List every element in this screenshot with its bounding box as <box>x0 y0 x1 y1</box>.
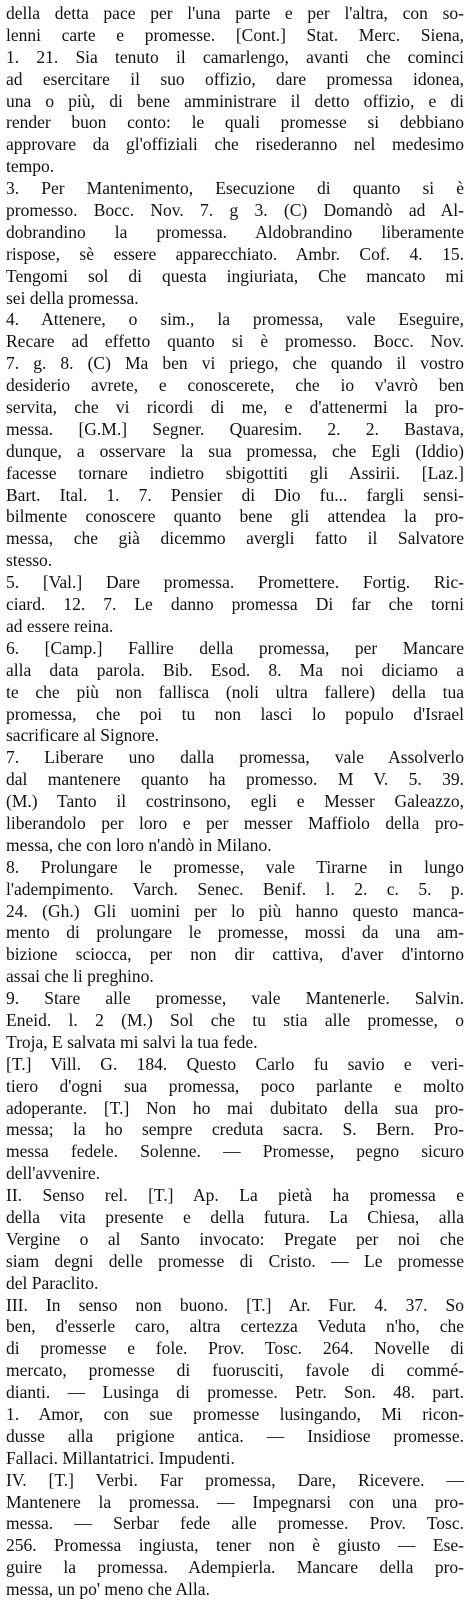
text-line: Troja, E salvata mi salvi la tua fede. <box>6 1031 258 1052</box>
text-line: sacrificare al Signore. <box>6 725 160 746</box>
text-line: messa. — Serbar fede alle promesse. Prov. Tosc. <box>6 1513 464 1534</box>
text-line: ad essere reina. <box>6 615 114 636</box>
text-line: della vita presente e della futura. La Chiesa, alla <box>6 1206 464 1227</box>
text-line: rispose, sè essere apparecchiato. Ambr. Cof. 4. 15. <box>6 243 464 264</box>
text-line: tiero d'ogni sua promessa, poco parlante e molto <box>6 1075 464 1096</box>
text-line: stesso. <box>6 550 53 571</box>
text-line: 1. 21. Sia tenuto il camarlengo, avanti che cominci <box>6 46 464 67</box>
text-line: adoperante. [T.] Non ho mai dubitato della sua pro- <box>6 1097 464 1118</box>
text-line: 256. Promessa ingiusta, tener non è giusto — Ese- <box>6 1535 464 1556</box>
entry-text <box>6 3 464 1601</box>
text-line: assai che li preghino. <box>6 966 154 987</box>
text-line: dianti. — Lusinga di promesse. Petr. Son. 48. part. <box>6 1382 464 1403</box>
text-line: mercato, promesse di fuorusciti, favole di commé- <box>6 1360 464 1381</box>
text-line: sei della promessa. <box>6 287 139 308</box>
text-line: siam degni delle promesse di Cristo. — Le promesse <box>6 1250 464 1271</box>
text-line: dal mantenere quanto ha promesso. M V. 5. 39. <box>6 769 464 790</box>
text-line: Fallaci. Millantatrici. Impudenti. <box>6 1447 235 1468</box>
text-line: 6. [Camp.] Fallire della promessa, per Mancare <box>6 637 464 658</box>
text-line: 7. g. 8. (C) Ma ben vi priego, che quando il vostro <box>6 353 464 374</box>
text-line: ben, d'esserle caro, altra certezza Veduta n'ho, che <box>6 1316 464 1337</box>
text-line: messa fedele. Solenne. — Promesse, pegno sicuro <box>6 1141 464 1162</box>
text-line: liberandolo per loro e per messer Maffiolo della pro- <box>6 812 464 833</box>
text-line: 4. Attenere, o sim., la promessa, vale Eseguire, <box>6 309 464 330</box>
text-line: 1. Amor, con sue promesse lusingando, Mi ricon- <box>6 1404 464 1424</box>
text-line: messa, che con loro n'andò in Milano. <box>6 834 272 855</box>
text-line: messa; la ho sempre creduta sacra. S. Bern. Pro- <box>6 1119 464 1140</box>
text-line: Vergine o al Santo invocato: Pregate per noi che <box>6 1228 464 1249</box>
text-line: approvare da gl'offiziali che risederanno nel medesimo <box>6 134 464 155</box>
text-line: bilmente conoscere quanto bene gli attendea la pro- <box>6 506 464 527</box>
text-line: desiderio avrete, e conoscerete, che io v'avrò ben <box>6 375 464 396</box>
text-line: della detta pace per l'una parte e per l'altra, con so- <box>6 3 464 23</box>
text-line: ad esercitare il suo offizio, dare promessa idonea, <box>6 68 464 89</box>
text-line: dell'avvenire. <box>6 1163 101 1184</box>
text-line: Bart. Ital. 1. 7. Pensier di Dio fu... fargli sensi- <box>6 484 464 505</box>
text-line: mento di prolungare le promesse, mossi da una am- <box>6 922 464 943</box>
text-line: Mantenere la promessa. — Impegnarsi con una pro- <box>6 1491 464 1512</box>
text-line: Tengomi sol di questa ingiuriata, Che mancato mi <box>6 265 464 286</box>
text-line: Eneid. l. 2 (M.) Sol che tu stia alle promesse, o <box>6 1009 464 1030</box>
text-line: ciard. 12. 7. Le danno promessa Di far che torni <box>6 594 464 615</box>
text-line: dusse alla prigione antica. — Insidiose promesse. <box>6 1425 464 1446</box>
text-line: di promesse e fole. Prov. Tosc. 264. Novelle di <box>6 1338 464 1359</box>
text-line: facesse tornare indietro sbigottiti gli Assirii. [Laz.] <box>6 462 464 483</box>
text-line: te che più non fallisca (noli ultra fallere) della tua <box>6 681 464 702</box>
text-line: l'adempimento. Varch. Senec. Benif. l. 2. c. 5. p. <box>6 878 464 899</box>
text-line: guire la promessa. Adempierla. Mancare della pro- <box>6 1557 464 1578</box>
text-line: 24. (Gh.) Gli uomini per lo più hanno questo manca- <box>6 900 464 921</box>
text-line: dunque, a osservare la sua promessa, che Egli (Iddio) <box>6 440 464 461</box>
text-line: del Paraclito. <box>6 1272 99 1293</box>
text-line: messa, che già dicemmo avergli fatto il Salvatore <box>6 528 464 549</box>
text-line: III. In senso non buono. [T.] Ar. Fur. 4. 37. So <box>6 1294 464 1315</box>
text-line: servita, che vi ricordi di me, e d'attenermi la pro- <box>6 397 464 418</box>
text-line: bizione sciocca, per non dir cattiva, d'aver d'intorno <box>6 944 464 965</box>
text-line: 3. Per Mantenimento, Esecuzione di quanto si è <box>6 178 464 199</box>
text-line: lenni carte e promesse. [Cont.] Stat. Merc. Siena, <box>6 24 464 45</box>
text-line: una o più, di bene amministrare il detto offizio, e di <box>6 90 464 111</box>
text-line: messa, un po' meno che Alla. <box>6 1579 210 1600</box>
text-line: 5. [Val.] Dare promessa. Promettere. Fortig. Ric- <box>6 572 464 593</box>
text-line: promessa, che poi tu non lasci lo populo d'Israel <box>6 703 464 724</box>
text-line: 7. Liberare uno dalla promessa, vale Assolverlo <box>6 747 464 768</box>
text-line: messa. [G.M.] Segner. Quaresim. 2. 2. Bastava, <box>6 418 464 439</box>
text-line: 8. Prolungare le promesse, vale Tirarne in lungo <box>6 856 464 877</box>
text-line: dobrandino la promessa. Aldobrandino liberamente <box>6 221 464 242</box>
text-line: [T.] Vill. G. 184. Questo Carlo fu savio e veri- <box>6 1053 464 1074</box>
text-line: IV. [T.] Verbi. Far promessa, Dare, Ricevere. — <box>6 1469 464 1490</box>
text-line: render buon conto: le quali promesse si debbiano <box>6 112 464 133</box>
text-line: Recare ad effetto quanto si è promesso. Bocc. Nov. <box>6 331 464 352</box>
text-line: (M.) Tanto il costrinsono, egli e Messer Galeazzo, <box>6 791 464 812</box>
text-line: II. Senso rel. [T.] Ap. La pietà ha promessa e <box>6 1185 464 1206</box>
text-line: alla data parola. Bib. Esod. 8. Ma noi diciamo a <box>6 659 464 680</box>
text-line: tempo. <box>6 156 55 177</box>
text-line: promesso. Bocc. Nov. 7. g 3. (C) Domandò ad Al- <box>6 200 464 221</box>
text-line: 9. Stare alle promesse, vale Mantenerle. Salvin. <box>6 988 464 1009</box>
